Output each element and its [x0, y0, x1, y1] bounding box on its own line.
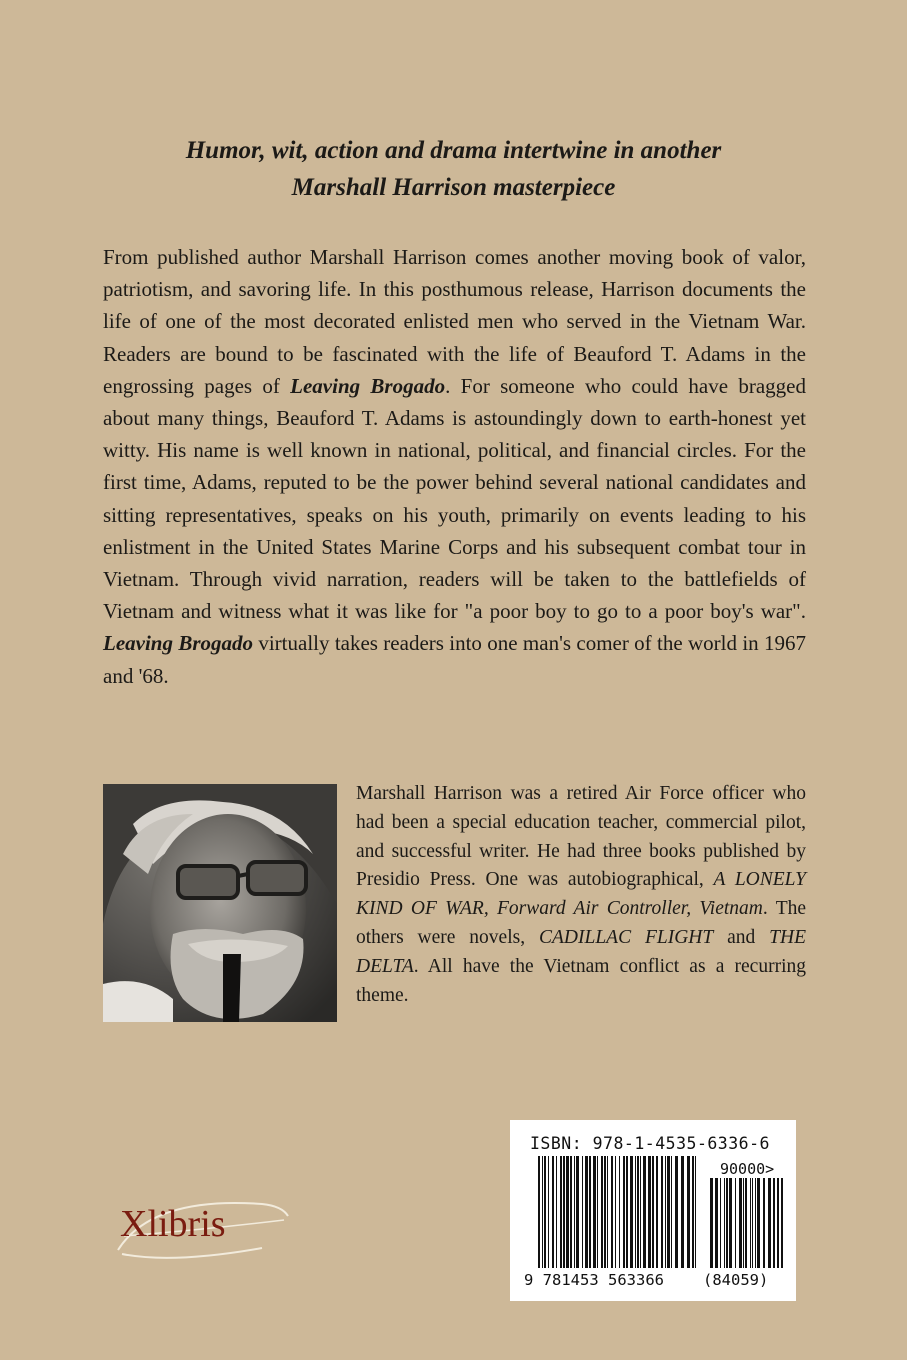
- barcode-bar: [777, 1178, 779, 1268]
- barcode-bar: [570, 1156, 572, 1268]
- tagline-line-1: Humor, wit, action and drama intertwine in another: [185, 137, 722, 164]
- barcode-bar: [773, 1178, 775, 1268]
- barcode-bar: [757, 1178, 760, 1268]
- barcode-bar: [548, 1156, 549, 1268]
- barcode-bar: [593, 1156, 596, 1268]
- barcode-bar: [681, 1156, 684, 1268]
- tagline-line-2: Marshall Harrison masterpiece: [291, 174, 616, 201]
- barcode-bar: [619, 1156, 620, 1268]
- barcode-bar: [630, 1156, 633, 1268]
- book-title-1: Leaving Brogado: [290, 373, 446, 398]
- price-addon-code: 90000>: [720, 1160, 775, 1178]
- description-text-2: . For someone who could have bragged about many things, Beauford T. Adams is astoundingly down to earth-honest yet witty. His name is well known in national, political, and financial circles. For the first time, Adams, reputed to be the power behind several national candidates and sitting representatives, speaks on his youth, primarily on events leading to his enlistment in the United States Marine Corps and his subsequent combat tour in Vietnam. Through vivid narration, readers will be taken to the battlefields of Vietnam and witness what it was like for "a poor boy to go to a poor boy's war".: [103, 373, 806, 624]
- barcode-bar: [726, 1178, 728, 1268]
- book-description: [103, 241, 806, 692]
- barcode-bar: [755, 1178, 756, 1268]
- barcode-bar: [589, 1156, 591, 1268]
- barcode-bar: [574, 1156, 575, 1268]
- barcode-bar: [640, 1156, 641, 1268]
- barcode-area: [510, 1120, 796, 1301]
- bio-text-4: . All have the Vietnam conflict as a recurring theme.: [356, 955, 806, 1006]
- barcode-bar: [743, 1178, 744, 1268]
- addon-digits: (84059): [703, 1271, 769, 1289]
- barcode-bar: [735, 1178, 736, 1268]
- barcode-bar: [637, 1156, 639, 1268]
- barcode-bar: [745, 1178, 747, 1268]
- barcode-bar: [542, 1156, 543, 1268]
- bio-book-title-3: THE DELTA: [356, 926, 806, 977]
- barcode-bar: [538, 1156, 540, 1268]
- barcode-bar: [563, 1156, 565, 1268]
- barcode-bar: [656, 1156, 658, 1268]
- barcode-bar: [739, 1178, 742, 1268]
- barcode-bar: [611, 1156, 613, 1268]
- barcode-bar: [544, 1156, 546, 1268]
- description-text-1: From published author Marshall Harrison comes another moving book of valor, patriotism, and savoring life. In this posthumous release, Harrison documents the life of one of the most decorated enlisted men who served in the Vietnam War. Readers are bound to be fascinated with the life of Beauford T. Adams in the engrossing pages of: [103, 245, 806, 398]
- barcode-bar: [671, 1156, 672, 1268]
- barcode-bar: [556, 1156, 557, 1268]
- book-title-2: Leaving Brogado: [103, 631, 253, 656]
- publisher-logo-text: Xlibris: [120, 1203, 226, 1245]
- description-text-3: virtually takes readers into one man's comer of the world in 1967 and '68.: [103, 631, 806, 688]
- barcode-bar: [710, 1178, 713, 1268]
- barcode-bar: [635, 1156, 636, 1268]
- barcode-bar: [643, 1156, 646, 1268]
- bio-book-title-1: A LONELY KIND OF WAR, Forward Air Controller, Vietnam: [356, 869, 806, 920]
- barcode-bar: [552, 1156, 554, 1268]
- barcode-bar: [648, 1156, 651, 1268]
- barcode-bar: [576, 1156, 579, 1268]
- barcode-bar: [752, 1178, 753, 1268]
- barcode-bar: [652, 1156, 654, 1268]
- barcode-bar: [763, 1178, 765, 1268]
- barcode-bar: [585, 1156, 588, 1268]
- author-bio: [356, 780, 806, 1010]
- barcode-bar: [781, 1178, 783, 1268]
- bio-book-title-2: CADILLAC FLIGHT: [538, 926, 714, 948]
- barcode-bar: [582, 1156, 583, 1268]
- barcode-bar: [720, 1178, 721, 1268]
- bio-text-1: Marshall Harrison was a retired Air Force officer who had been a special education teacher, commercial pilot, and successful writer. He had three books published by Presidio Press. One was autobiographical,: [356, 783, 806, 891]
- barcode-bar: [715, 1178, 718, 1268]
- barcode-bar: [675, 1156, 678, 1268]
- barcode-bar: [626, 1156, 628, 1268]
- barcode-bar: [661, 1156, 663, 1268]
- author-photo: [103, 784, 337, 1022]
- barcode-bar: [667, 1156, 670, 1268]
- barcode-bar: [560, 1156, 562, 1268]
- bio-text-3: and: [713, 926, 770, 948]
- barcode-bar: [768, 1178, 771, 1268]
- barcode-bar: [695, 1156, 696, 1268]
- barcode-bar: [692, 1156, 694, 1268]
- barcode-bar: [615, 1156, 616, 1268]
- barcode-bar: [729, 1178, 732, 1268]
- barcode-bar: [607, 1156, 608, 1268]
- barcode-bar: [601, 1156, 603, 1268]
- barcode-bar: [750, 1178, 751, 1268]
- barcode-bar: [566, 1156, 569, 1268]
- publisher-logo: [112, 1190, 292, 1270]
- isbn-label: ISBN: 978-1-4535-6336-6: [530, 1134, 770, 1153]
- barcode-bar: [687, 1156, 690, 1268]
- ean-digits: 9 781453 563366: [524, 1271, 664, 1289]
- tagline: [60, 132, 847, 206]
- barcode-bar: [623, 1156, 625, 1268]
- barcode-bar: [597, 1156, 598, 1268]
- barcode-bar: [724, 1178, 725, 1268]
- bio-text-2: . The others were novels,: [356, 898, 807, 948]
- barcode-bar: [604, 1156, 606, 1268]
- barcode-bar: [665, 1156, 666, 1268]
